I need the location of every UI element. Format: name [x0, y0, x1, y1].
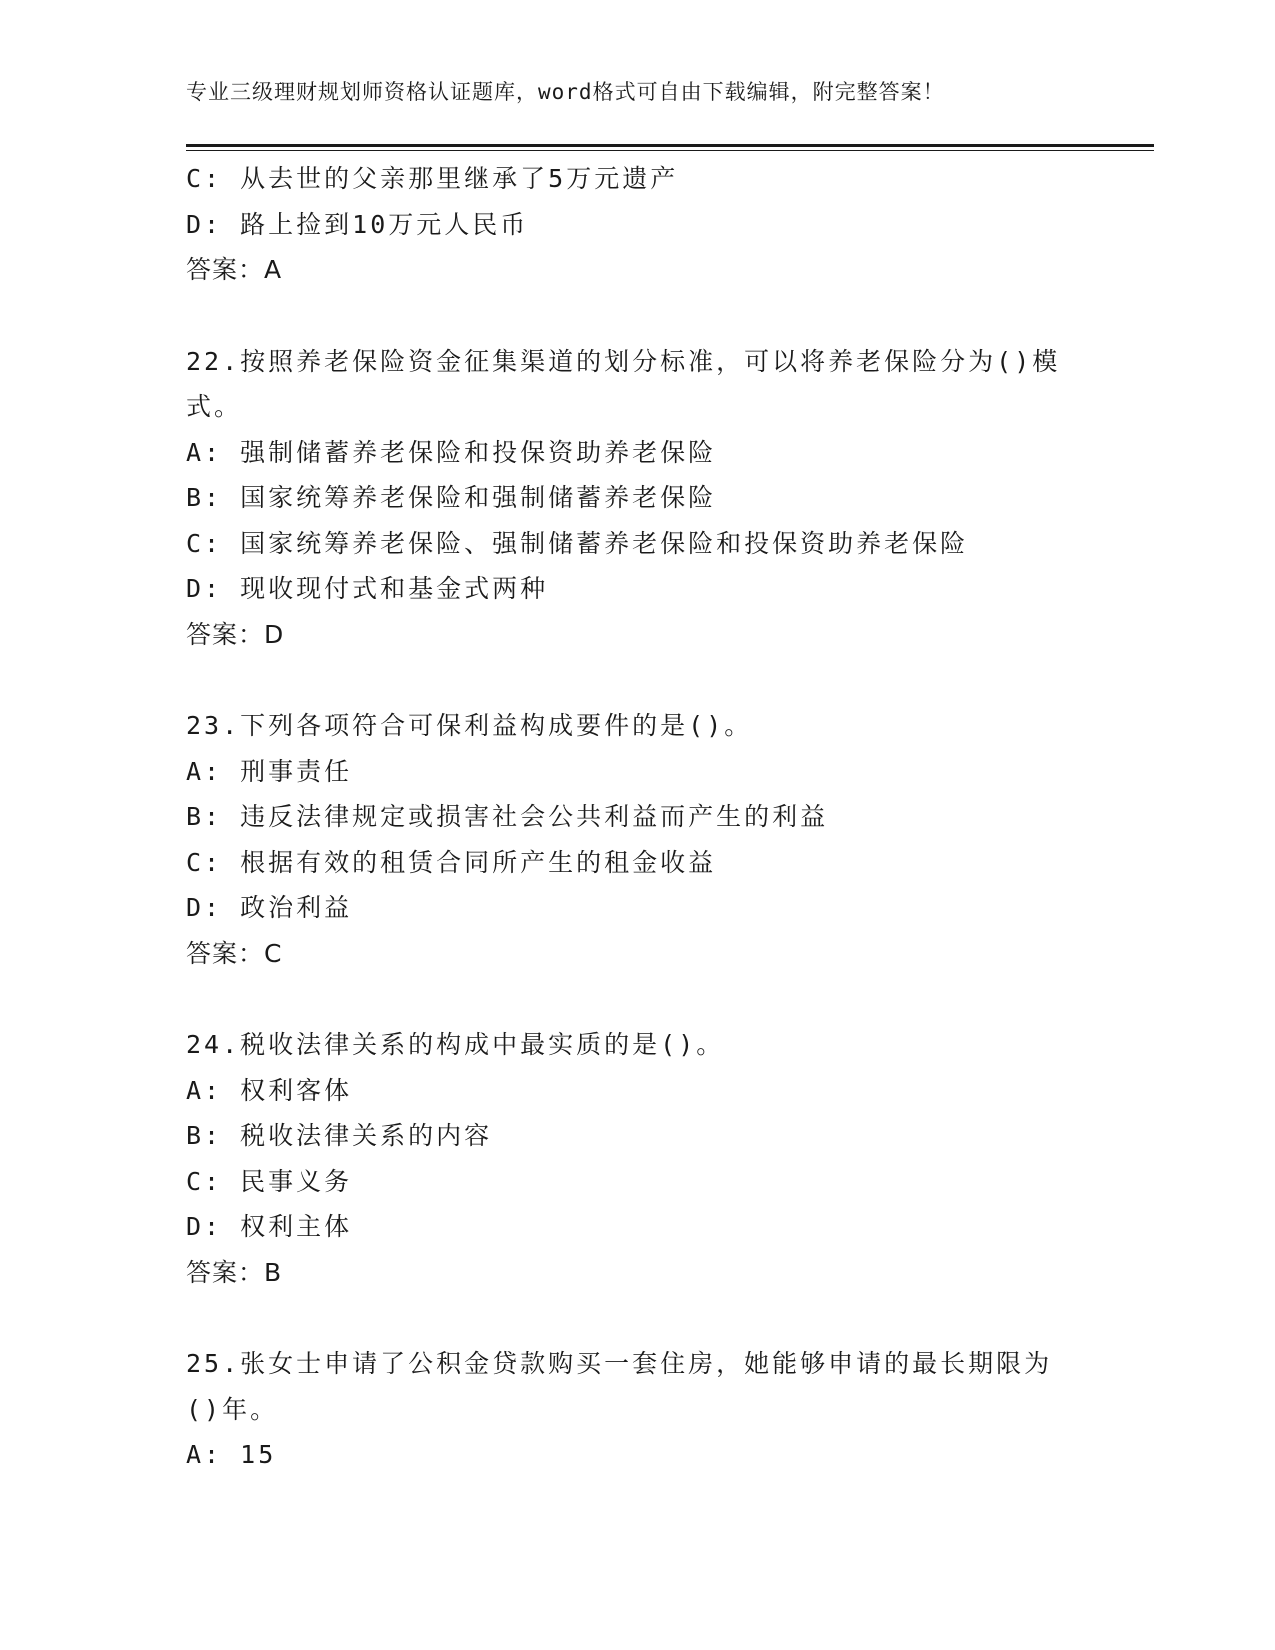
question-stem: 23.下列各项符合可保利益构成要件的是()。: [186, 711, 753, 740]
page-header-title: 专业三级理财规划师资格认证题库，word格式可自由下载编辑，附完整答案！: [186, 80, 945, 104]
option-d: D: 路上捡到10万元人民币: [186, 209, 529, 239]
option-c: C: 从去世的父亲那里继承了5万元遗产: [186, 164, 679, 193]
answer-line: 答案：D: [186, 619, 285, 649]
option-a: A: 权利客体: [186, 1075, 353, 1105]
option-a: A: 15: [186, 1440, 277, 1469]
answer-line: 答案：C: [186, 938, 283, 968]
question-stem: 22.按照养老保险资金征集渠道的划分标准，可以将养老保险分为()模: [186, 346, 1061, 376]
header-rule-thin: [186, 150, 1154, 151]
option-a: A: 刑事责任: [186, 756, 353, 786]
option-b: B: 税收法律关系的内容: [186, 1121, 493, 1150]
question-stem-continued: 式。: [186, 392, 243, 421]
option-b: B: 违反法律规定或损害社会公共利益而产生的利益: [186, 802, 829, 831]
question-stem-continued: ()年。: [186, 1394, 279, 1424]
question-25: [186, 1341, 1086, 1478]
spacer: [186, 976, 1086, 1022]
question-content: [186, 156, 1086, 1478]
spacer: [186, 293, 1086, 339]
option-c: C: 民事义务: [186, 1166, 353, 1196]
spacer: [186, 1295, 1086, 1341]
option-c: C: 根据有效的租赁合同所产生的租金收益: [186, 847, 717, 877]
option-d: D: 权利主体: [186, 1212, 353, 1241]
question-23: [186, 703, 1086, 976]
option-c: C: 国家统筹养老保险、强制储蓄养老保险和投保资助养老保险: [186, 528, 969, 558]
answer-line: 答案：A: [186, 255, 283, 284]
question-24: [186, 1022, 1086, 1295]
question-22: [186, 339, 1086, 658]
option-d: D: 政治利益: [186, 893, 353, 922]
option-a: A: 强制储蓄养老保险和投保资助养老保险: [186, 437, 717, 467]
header-rule-thick: [186, 144, 1154, 147]
option-b: B: 国家统筹养老保险和强制储蓄养老保险: [186, 483, 717, 512]
spacer: [186, 657, 1086, 703]
option-d: D: 现收现付式和基金式两种: [186, 574, 549, 603]
answer-line: 答案：B: [186, 1257, 283, 1287]
question-21-tail: [186, 156, 1086, 293]
question-stem: 25.张女士申请了公积金贷款购买一套住房，她能够申请的最长期限为: [186, 1349, 1053, 1378]
question-stem: 24.税收法律关系的构成中最实质的是()。: [186, 1030, 725, 1059]
